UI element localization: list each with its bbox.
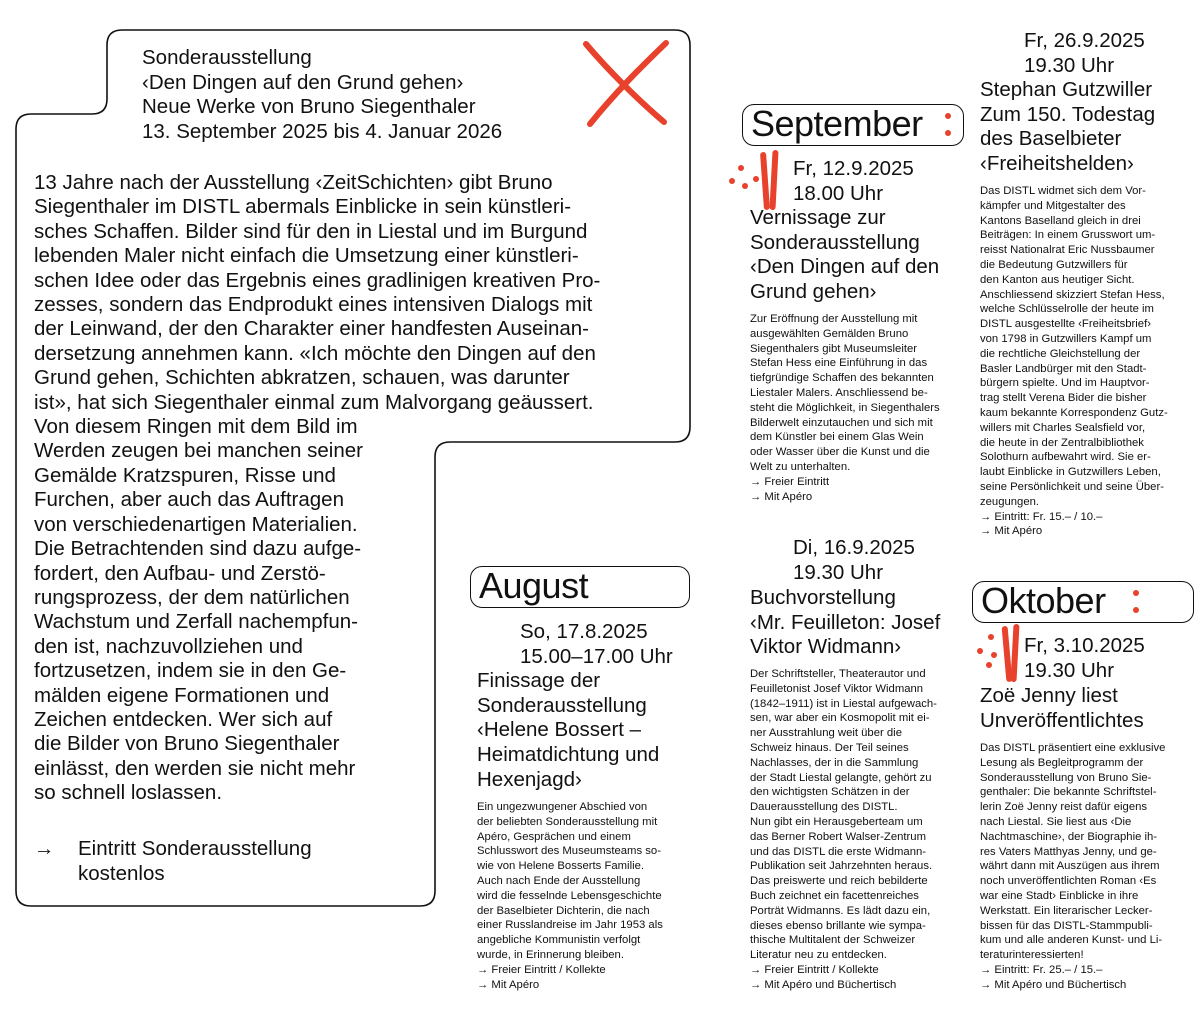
text-line: lebenden Maler nicht einfach die Umsetzung einer künstleri- — [34, 244, 579, 268]
event-text-aug17 — [477, 800, 663, 992]
text-line: rungsprozess, der dem natürlichen — [34, 585, 350, 609]
text-line: Werkstatt. Ein literarischer Lecker- — [980, 904, 1153, 917]
text-line: bürgern spielte. Und im Hauptvor- — [980, 377, 1150, 390]
event-time: 15.00–17.00 Uhr — [520, 644, 673, 668]
text-line: Publikation seit Jahrzehnten heraus. — [750, 860, 933, 873]
text-line: zeugungen. — [980, 495, 1040, 508]
text-line: mälden eigene Formationen und — [34, 683, 330, 707]
text-line: ist», hat sich Siegenthaler einmal zum Malvorgang geäussert. — [34, 390, 594, 414]
text-line: und das DISTL die erste Widmann- — [750, 845, 927, 858]
text-line: teraturinteressierten! — [980, 949, 1084, 962]
info-line: → Mit Apéro und Büchertisch — [980, 978, 1127, 991]
info-line: → Eintritt: Fr. 25.– / 15.– — [980, 963, 1103, 976]
text-line: angebliche Kommunistin verfolgt — [477, 934, 641, 947]
text-line: Welt zu unterhalten. — [750, 460, 851, 473]
colon-dot — [1133, 590, 1139, 596]
text-line: seine Persönlichkeit und seine Über- — [980, 480, 1164, 493]
info-line: → Mit Apéro — [477, 978, 540, 991]
title-line: ‹Helene Bossert – — [477, 718, 642, 742]
text-line: fordert, den Aufbau- und Zerstö- — [34, 561, 326, 585]
title-line: Viktor Widmann› — [750, 635, 902, 659]
title-line: Finissage der — [477, 669, 601, 692]
text-line: der Stadt Liestal gelangte, gehört zu — [750, 771, 932, 784]
title-line: Stephan Gutzwiller — [980, 78, 1153, 101]
text-line: dem Künstler bei einem Glas Wein — [750, 431, 924, 444]
text-line: Die Betrachtenden sind dazu aufge- — [34, 537, 362, 561]
info-line: → Freier Eintritt / Kollekte — [477, 963, 606, 976]
text-line: Von diesem Ringen mit dem Bild im — [34, 415, 358, 439]
text-line: Werden zeugen bei manchen seiner — [34, 439, 363, 463]
event-day: Fr, 3.10.2025 — [1024, 634, 1145, 657]
text-line: Dauerausstellung des DISTL. — [750, 801, 898, 814]
event-title-sep12 — [750, 206, 939, 305]
colon-dot — [945, 130, 951, 136]
text-line: Zur Eröffnung der Ausstellung mit — [750, 313, 918, 325]
arrow-right-icon: → — [34, 837, 55, 860]
text-line: die Bilder von Bruno Siegenthaler — [34, 732, 340, 756]
text-line: res Vaters Matthyas Jenny, und ge- — [980, 845, 1157, 858]
exhibition-dates: 13. September 2025 bis 4. Januar 2026 — [142, 119, 503, 143]
text-line: Furchen, aber auch das Auftragen — [34, 488, 344, 512]
event-date-sep26 — [1024, 29, 1145, 78]
text-line: Buch zeichnet ein facettenreiches — [750, 889, 919, 902]
text-line: Literatur neu zu entdecken. — [750, 949, 887, 962]
marker-dot — [991, 652, 997, 658]
text-line: Solothurn aufbewahrt wird. Sie er- — [980, 451, 1151, 464]
text-line: DISTL ausgestellte ‹Freiheitsbrief› — [980, 318, 1151, 331]
text-line: tiefgründige Schaffen des bekannten — [750, 372, 934, 385]
title-line: Sonderausstellung — [750, 230, 920, 254]
text-line: Gemälde Kratzspuren, Risse und — [34, 463, 336, 487]
text-line: Das DISTL präsentiert eine exklusive — [980, 742, 1166, 754]
text-line: noch unveröffentlichten Roman ‹Es — [980, 875, 1157, 888]
event-title-oct3 — [980, 684, 1144, 733]
exhibition-title: ‹Den Dingen auf den Grund gehen› — [142, 70, 464, 94]
info-line: → Freier Eintritt — [750, 475, 830, 488]
info-line: → Mit Apéro — [980, 525, 1043, 538]
title-line: des Baselbieter — [980, 127, 1122, 151]
text-line: Zeichen entdecken. Wer sich auf — [34, 707, 333, 731]
marker-dot — [753, 176, 759, 182]
exhibition-subtitle: Neue Werke von Bruno Siegenthaler — [142, 95, 476, 118]
text-line: Porträt Widmanns. Es lädt dazu ein, — [750, 904, 931, 917]
event-day: Di, 16.9.2025 — [793, 536, 915, 559]
text-line: Siegenthaler im DISTL abermals Einblicke in sein künstleri- — [34, 195, 572, 219]
month-heading-oktober — [972, 581, 1194, 623]
exhibition-entry-note — [34, 836, 414, 888]
text-line: kum und alle anderen Kunst- und Li- — [980, 934, 1163, 947]
title-line: Unveröffentlichtes — [980, 708, 1144, 732]
entry-line: Eintritt Sonderausstellung — [78, 837, 312, 860]
marker-dot — [729, 178, 735, 184]
text-line: die rechtliche Gleichstellung der — [980, 347, 1141, 360]
text-line: wie von Helene Bosserts Familie. — [477, 860, 645, 873]
text-line: Stefan Hess eine Einführung in das — [750, 357, 928, 370]
text-line: Auch nach Ende der Ausstellung — [477, 874, 641, 887]
event-title-sep16 — [750, 586, 940, 660]
text-line: Kantons Baselland gleich in drei — [980, 214, 1141, 227]
marker-stroke — [769, 150, 778, 210]
text-line: von 1798 in Gutzwillers Kampf um — [980, 332, 1152, 345]
event-time: 18.00 Uhr — [793, 181, 884, 205]
text-line: der beliebten Sonderausstellung mit — [477, 815, 658, 828]
marker-dot — [986, 662, 992, 668]
event-time: 19.30 Uhr — [1024, 658, 1115, 682]
text-line: Schweiz hinaus. Der Teil seines — [750, 741, 909, 754]
text-line: kaum bekannte Korrespondenz Gutz- — [980, 406, 1168, 419]
text-line: Beiträgen: In einem Grusswort um- — [980, 229, 1156, 242]
month-label: Oktober — [981, 580, 1106, 621]
marker-dot — [742, 183, 748, 189]
marker-stroke — [1010, 624, 1019, 682]
text-line: einer Russlandreise im Jahr 1953 als — [477, 919, 663, 932]
text-line: Das DISTL widmet sich dem Vor- — [980, 185, 1146, 197]
text-line: nach Liestal. Sie liest aus ‹Die — [980, 815, 1132, 828]
text-line: war eine Stadt› Einblicke in ihre — [980, 889, 1139, 902]
text-line: Das preiswerte und reich bebilderte — [750, 875, 928, 888]
event-day: Fr, 26.9.2025 — [1024, 29, 1145, 52]
text-line: Liestaler Malers. Anschliessend be- — [750, 386, 928, 399]
title-line: Vernissage zur — [750, 206, 886, 229]
marker-dot — [977, 648, 983, 654]
cross-mark-icon — [578, 38, 674, 128]
text-line: oder Wasser über die Kunst und die — [750, 446, 930, 459]
text-line: Nun gibt ein Herausgeberteam um — [750, 815, 923, 828]
text-line: zesses, sondern das Endprodukt eines intensiven Dialogs mit — [34, 293, 593, 317]
month-label: August — [479, 565, 589, 606]
marker-dot — [738, 165, 744, 171]
event-text-sep12 — [750, 312, 940, 504]
text-line: so schnell loslassen. — [34, 781, 223, 805]
info-line: → Eintritt: Fr. 15.– / 10.– — [980, 510, 1103, 523]
event-text-oct3 — [980, 741, 1165, 993]
text-line: währt dann mit Auszügen aus ihrem — [980, 860, 1160, 873]
title-line: Buchvorstellung — [750, 586, 896, 609]
event-time: 19.30 Uhr — [793, 560, 884, 584]
text-line: einlässt, den werden sie nicht mehr — [34, 756, 356, 780]
text-line: Ein ungezwungener Abschied von — [477, 801, 648, 813]
info-line: → Mit Apéro und Büchertisch — [750, 978, 897, 991]
text-line: Sonderausstellung von Bruno Sie- — [980, 771, 1152, 784]
month-heading-september — [742, 104, 964, 146]
text-line: Nachlasses, der in die Sammlung — [750, 756, 919, 769]
text-line: der Leinwand, der den Charakter einer handfesten Auseinan- — [34, 317, 590, 341]
text-line: Nachtmaschine›, der Biographie ih- — [980, 830, 1158, 843]
colon-dot — [1133, 607, 1139, 613]
exhibition-kicker: Sonderausstellung — [142, 46, 312, 69]
event-text-sep16 — [750, 667, 937, 993]
event-date-aug17 — [520, 620, 673, 669]
text-line: (1842–1911) ist in Liestal aufgewach- — [750, 697, 937, 710]
text-line: der Baselbieter Dichterin, die nach — [477, 904, 650, 917]
marker-dot — [988, 634, 994, 640]
text-line: den ist, nachzuvollziehen und — [34, 634, 303, 658]
text-line: dersetzung annehmen kann. «Ich möchte den Dingen auf den — [34, 341, 596, 365]
text-line: die Bedeutung Gutzwillers für — [980, 258, 1128, 271]
text-line: Lesung als Begleitprogramm der — [980, 756, 1144, 769]
event-date-sep12 — [793, 157, 914, 206]
text-line: trag stellt Verena Bider die bisher — [980, 392, 1147, 405]
title-line: ‹Den Dingen auf den — [750, 255, 940, 279]
exhibition-header — [142, 46, 502, 144]
text-line: fortzusetzen, indem sie in den Ge- — [34, 659, 347, 683]
month-label: September — [751, 103, 923, 144]
event-title-aug17 — [477, 669, 659, 793]
title-line: Zum 150. Todestag — [980, 102, 1156, 126]
text-line: Anschliessend skizziert Stefan Hess, — [980, 288, 1165, 301]
event-date-sep16 — [793, 536, 915, 585]
text-line: Siegenthalers gibt Museumsleiter — [750, 342, 918, 355]
event-date-oct3 — [1024, 634, 1145, 683]
text-line: willers mit Charles Sealsfield vor, — [980, 421, 1146, 434]
text-line: von verschiedenartigen Materialien. — [34, 512, 358, 536]
text-line: welche Schlüsselrolle der heute im — [980, 303, 1154, 316]
text-line: Bilderwelt einzutauchen und sich mit — [750, 416, 933, 429]
title-line: Zoë Jenny liest — [980, 684, 1118, 707]
text-line: thische Multitalent der Schweizer — [750, 934, 916, 947]
text-line: Schlusswort des Museumsteams so- — [477, 845, 661, 858]
title-line: Hexenjagd› — [477, 767, 582, 791]
text-line: wird die fesselnde Lebensgeschichte — [477, 889, 662, 902]
text-line: reisst Nationalrat Eric Nussbaumer — [980, 244, 1155, 257]
text-line: ner Ausstrahlung weit über die — [750, 727, 902, 740]
text-line: Feuilletonist Josef Viktor Widmann — [750, 682, 924, 695]
text-line: schen Idee oder das Ergebnis eines gradlinigen kreativen Pro- — [34, 268, 601, 292]
event-title-sep26 — [980, 78, 1155, 177]
month-heading-august — [470, 566, 690, 608]
text-line: kämpfer und Mitgestalter des — [980, 199, 1126, 212]
colon-dot — [945, 113, 951, 119]
text-line: wurde, in Erinnerung bleiben. — [477, 948, 624, 961]
text-line: Grund gehen, Schichten abkratzen, schauen, was darunter — [34, 366, 570, 390]
info-line: → Mit Apéro — [750, 490, 813, 503]
event-day: So, 17.8.2025 — [520, 620, 648, 643]
event-day: Fr, 12.9.2025 — [793, 157, 914, 180]
text-line: lerin Zoë Jenny reist dafür eigens — [980, 801, 1148, 814]
text-line: ausgewählten Gemälden Bruno — [750, 327, 909, 340]
text-line: das Berner Robert Walser-Zentrum — [750, 830, 926, 843]
text-line: Basler Landbürger mit den Stadt- — [980, 362, 1147, 375]
text-line: steht die Möglichkeit, in Siegenthalers — [750, 401, 940, 414]
text-line: sches Schaffen. Bilder sind für den in Liestal und im Burgund — [34, 219, 588, 243]
text-line: dieses ebenso brillante wie sympa- — [750, 919, 926, 932]
marker-stroke — [760, 152, 770, 210]
text-line: Wachstum und Zerfall nachempfun- — [34, 610, 358, 634]
title-line: ‹Freiheitshelden› — [980, 152, 1134, 176]
text-line: Apéro, Gesprächen und einem — [477, 830, 631, 843]
title-line: Heimatdichtung und — [477, 743, 660, 767]
text-line: Der Schriftsteller, Theaterautor und — [750, 668, 926, 680]
event-text-sep26 — [980, 184, 1168, 539]
text-line: bissen für das DISTL-Stammpubli- — [980, 919, 1153, 932]
title-line: ‹Mr. Feuilleton: Josef — [750, 610, 941, 634]
text-line: 13 Jahre nach der Ausstellung ‹ZeitSchichten› gibt Bruno — [34, 171, 553, 194]
text-line: den wichtigsten Schätzen in der — [750, 786, 910, 799]
title-line: Sonderausstellung — [477, 693, 647, 717]
entry-line: kostenlos — [78, 862, 165, 885]
text-line: die heute in der Zentralbibliothek — [980, 436, 1144, 449]
text-line: sen, war aber ein Kosmopolit mit ei- — [750, 712, 930, 725]
title-line: Grund gehen› — [750, 280, 877, 304]
text-line: den Kanton aus heutiger Sicht. — [980, 273, 1135, 286]
event-time: 19.30 Uhr — [1024, 53, 1115, 77]
text-line: laubt Einblicke in Gutzwillers Leben, — [980, 466, 1161, 479]
text-line: genthaler: Die bekannte Schriftstel- — [980, 786, 1157, 799]
info-line: → Freier Eintritt / Kollekte — [750, 963, 879, 976]
